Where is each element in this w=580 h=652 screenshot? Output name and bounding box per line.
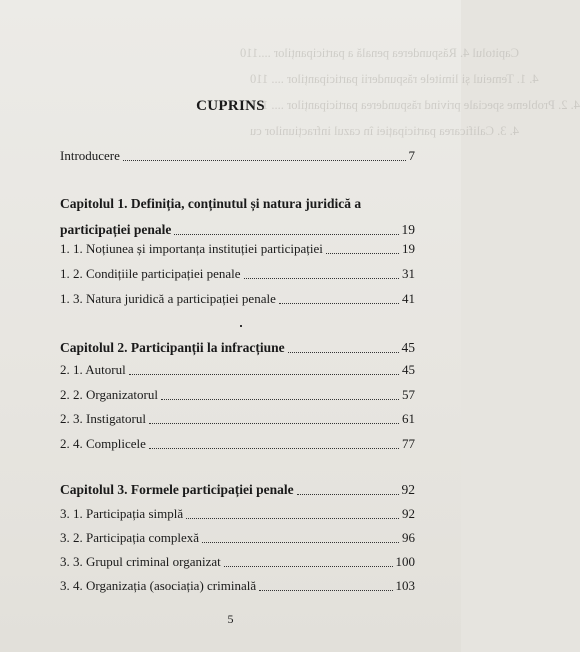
dot-leader [161, 398, 399, 400]
toc-entry-2-3 [60, 411, 415, 427]
toc-entry-page: 45 [401, 340, 415, 355]
toc-entry-label: 2. 1. Autorul [60, 362, 126, 377]
dot-leader [244, 277, 399, 279]
toc-entry-page: 31 [402, 266, 415, 281]
toc-entry-label: 3. 2. Participația complexă [60, 530, 199, 545]
toc-entry-3-2 [60, 530, 415, 546]
chapter-1-title-line2: participației penale [60, 222, 172, 237]
chapter-3-title: Capitolul 3. Formele participației penale [60, 482, 294, 497]
toc-entry-label: 3. 1. Participația simplă [60, 506, 184, 521]
dot-leader [279, 302, 399, 304]
toc-chapter-3 [60, 482, 415, 498]
toc-entry-3-4 [60, 578, 415, 594]
toc-entry-page: 103 [395, 578, 415, 593]
page-number: 5 [227, 612, 234, 626]
toc-entry-label: 1. 3. Natura juridică a participației penale [60, 291, 276, 306]
toc-entry-1-3 [60, 291, 415, 307]
dot-leader [149, 447, 399, 449]
bleed-through-text: Capitolul 4. Răspunderea penală a participanților ....110 [240, 46, 519, 60]
toc-entry-page: 19 [402, 241, 415, 256]
toc-entry-label: 3. 3. Grupul criminal organizat [60, 554, 221, 569]
dot-leader [297, 493, 399, 495]
toc-entry-1-1 [60, 241, 415, 257]
dot-leader [186, 517, 399, 519]
toc-entry-label: 1. 1. Noțiunea și importanța instituției participației [60, 241, 323, 256]
toc-entry-intro [60, 148, 415, 164]
toc-entry-2-1 [60, 362, 415, 378]
toc-entry-2-2 [60, 387, 415, 403]
toc-entry-page: 57 [402, 387, 415, 402]
toc-entry-page: 41 [402, 291, 415, 306]
toc-entry-label: 3. 4. Organizația (asociația) criminală [60, 578, 257, 593]
toc-entry-label: Introducere [60, 148, 120, 163]
dot-leader [259, 589, 392, 591]
chapter-1-title-line1: Capitolul 1. Definiția, conținutul și natura juridică a [60, 196, 362, 211]
toc-entry-page: 61 [402, 411, 415, 426]
toc-entry-label: 2. 4. Complicele [60, 436, 146, 451]
bleed-through-text: 4. 1. Temeiul și limitele răspunderii participanților .... 110 [250, 72, 539, 86]
toc-entry-page: 7 [408, 148, 415, 163]
toc-entry-page: 45 [402, 362, 415, 377]
dot-leader [288, 351, 399, 353]
chapter-2-title: Capitolul 2. Participanții la infracțiune [60, 340, 285, 355]
dot-leader [224, 565, 393, 567]
dot-leader [202, 541, 399, 543]
dot-leader [149, 422, 399, 424]
toc-entry-page: 100 [395, 554, 415, 569]
dot-leader [174, 233, 398, 235]
toc-entry-page: 92 [401, 482, 415, 497]
toc-chapter-1 [60, 222, 415, 238]
toc-entry-3-1 [60, 506, 415, 522]
ink-speck [240, 325, 242, 327]
dot-leader [123, 159, 406, 161]
toc-entry-page: 77 [402, 436, 415, 451]
bleed-through-text: 4. 3. Calificarea participației în cazul infracțiunilor cu [250, 124, 519, 138]
toc-entry-1-2 [60, 266, 415, 282]
toc-entry-3-3 [60, 554, 415, 570]
toc-entry-page: 19 [401, 222, 415, 237]
toc-entry-label: 1. 2. Condițiile participației penale [60, 266, 241, 281]
toc-title: CUPRINS [196, 98, 265, 114]
dot-leader [326, 252, 399, 254]
toc-entry-2-4 [60, 436, 415, 452]
toc-entry-page: 92 [402, 506, 415, 521]
toc-entry-label: 2. 2. Organizatorul [60, 387, 158, 402]
toc-chapter-2 [60, 340, 415, 356]
dot-leader [129, 373, 399, 375]
toc-entry-page: 96 [402, 530, 415, 545]
toc-entry-label: 2. 3. Instigatorul [60, 411, 146, 426]
bleed-through-text: 4. 2. Probleme speciale privind răspunderea participanților .... 117 [250, 98, 580, 112]
